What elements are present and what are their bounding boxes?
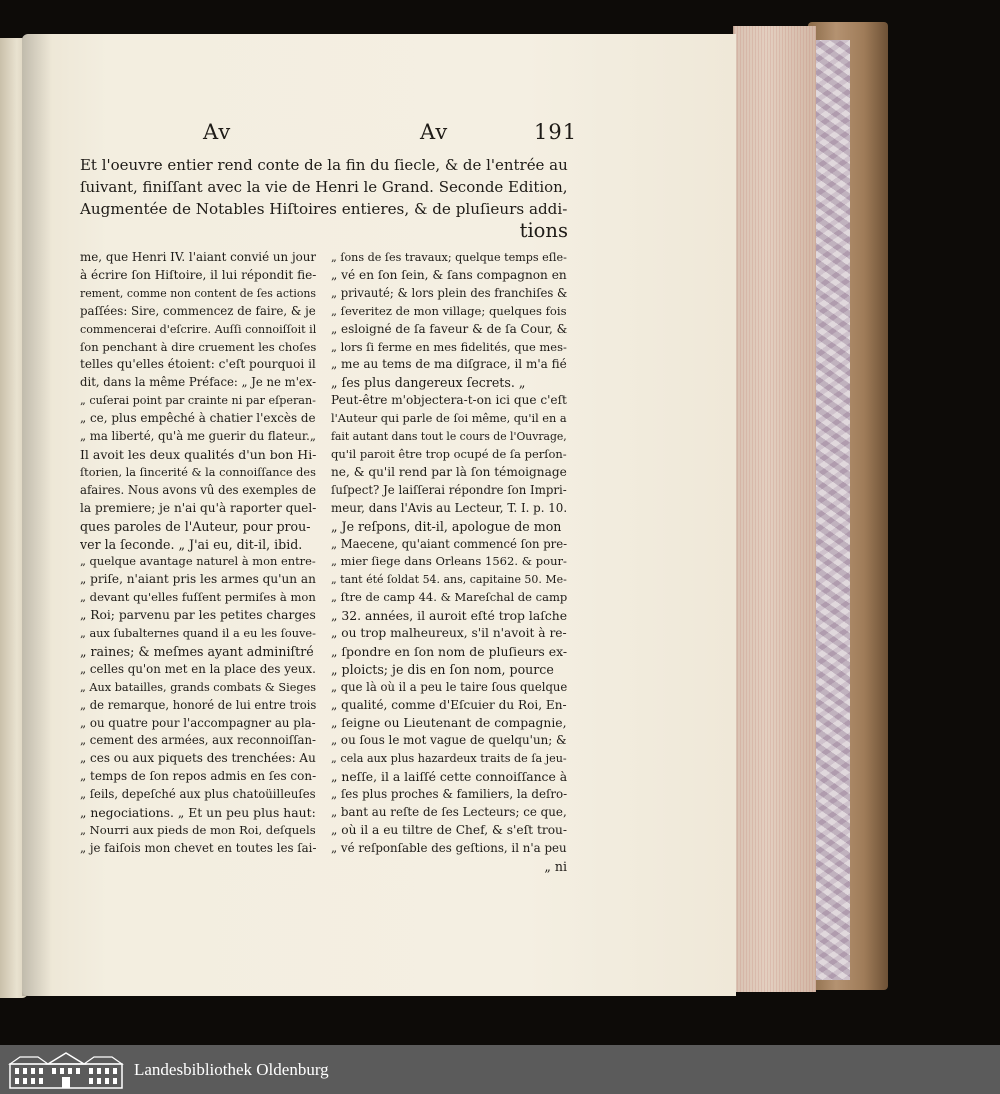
entry-title (80, 154, 568, 242)
text-line: „ ſeils, depeſché aux plus chatoüilleuſes (80, 787, 316, 802)
text-line: „ quelque avantage naturel à mon entre- (80, 554, 316, 569)
text-line: „ celles qu'on met en la place des yeux. (80, 661, 316, 676)
text-line: „ aux ſubalternes quand il a eu les ſouve- (80, 626, 316, 641)
text-line: „ ma liberté, qu'à me guerir du flateur.„ (80, 429, 316, 444)
text-line: paſſées: Sire, commencez de faire, & je (80, 303, 316, 318)
running-head-center: Av (420, 120, 449, 144)
text-line: „ devant qu'elles fuſſent permiſes à mon (80, 590, 316, 605)
text-line: rement, comme non content de ſes actions (80, 286, 316, 300)
text-line: „ 32. années, il auroit eſté trop laſche (331, 608, 567, 624)
text-line: „ tant été ſoldat 54. ans, capitaine 50. Me- (331, 573, 567, 587)
text-line: „ cela aux plus hazardeux traits de ſa jeu- (331, 752, 567, 766)
text-line: „ negociations. „ Et un peu plus haut: (80, 805, 316, 821)
text-line: „ privauté; & lors plein des franchiſes & (331, 285, 567, 300)
text-line: „ ſpondre en ſon nom de pluſieurs ex- (331, 643, 567, 659)
text-line: telles qu'elles étoient: c'eſt pourquoi il (80, 357, 316, 372)
institution-name: Landesbibliothek Oldenburg (134, 1059, 329, 1079)
catchword: „ ni (544, 858, 567, 874)
text-line: ſtorien, la ſincerité & la connoiſſance des (80, 465, 316, 479)
text-line: „ qualité, comme d'Eſcuier du Roi, En- (331, 697, 567, 712)
text-line: „ je faiſois mon chevet en toutes les ſai- (80, 840, 316, 855)
text-line: Peut-être m'objectera-t-on ici que c'eſt (331, 393, 567, 408)
text-line: „ neſſe, il a laiſſé cette connoiſſance à (331, 769, 567, 785)
text-line: „ ou quatre pour l'accompagner au pla- (80, 715, 316, 730)
text-line: „ esloigné de ſa faveur & de ſa Cour, & (331, 321, 567, 336)
page-number: 191 (534, 120, 578, 144)
page-fore-edge (733, 26, 816, 992)
text-line: „ lors ſi ferme en mes fidelités, que mes- (331, 339, 567, 354)
text-line: „ ou ſous le mot vague de quelqu'un; & (331, 733, 567, 748)
text-line: qu'il paroit être trop ocupé de ſa perſon- (331, 446, 567, 461)
text-line: „ mier ſiege dans Orleans 1562. & pour- (331, 554, 567, 569)
text-line: „ bant au reſte de ſes Lecteurs; ce que, (331, 805, 567, 820)
text-line: commencerai d'eſcrire. Auſſi connoiſſoit il (80, 322, 316, 336)
text-line: ques paroles de l'Auteur, pour prou- (80, 518, 311, 534)
text-line: à écrire ſon Hiſtoire, il lui répondit fie- (80, 267, 316, 282)
text-line: ſuſpect? Je laiſſerai répondre ſon Impri- (331, 482, 567, 497)
text-line: „ raines; & meſmes ayant adminiſtré (80, 643, 314, 659)
text-line: „ que là où il a peu le taire ſous quelque (331, 679, 567, 694)
text-line: „ ce, plus empêché à chatier l'excès de (80, 411, 316, 426)
text-line: „ ces ou aux piquets des trenchées: Au (80, 751, 316, 766)
text-line: „ ſes plus proches & familiers, la deſro- (331, 787, 567, 802)
text-line: ver la ſeconde. „ J'ai eu, dit-il, ibid. (80, 536, 303, 552)
text-line: ne, & qu'il rend par là ſon témoignage (331, 464, 567, 479)
title-line: Et l'oeuvre entier rend conte de la fin du ſiecle, & de l'entrée au (80, 156, 568, 174)
text-line: ſon penchant à dire cruement les choſes (80, 339, 316, 354)
title-line: ſuivant, finiſſant avec la vie de Henri le Grand. Seconde Edition, (80, 178, 568, 196)
library-footer-bar (0, 1045, 1000, 1094)
text-line: l'Auteur qui parle de ſoi même, qu'il en a (331, 411, 567, 426)
text-line: Il avoit les deux qualités d'un bon Hi- (80, 446, 316, 462)
text-line: „ priſe, n'aiant pris les armes qu'un an (80, 572, 316, 587)
text-line: dit, dans la même Préface: „ Je ne m'ex- (80, 375, 316, 390)
right-text-column (331, 249, 567, 876)
text-line: „ ploicts; je dis en ſon nom, pource (331, 661, 554, 677)
text-line: „ ou trop malheureux, s'il n'avoit à re- (331, 626, 567, 641)
marbled-endpaper (812, 40, 850, 980)
text-line: la premiere; je n'ai qu'à raporter quel- (80, 500, 316, 515)
text-line: „ où il a eu tiltre de Chef, & s'eſt trou- (331, 823, 567, 837)
running-head-left: Av (203, 120, 232, 144)
text-line: „ cuſerai point par crainte ni par eſperan- (80, 394, 316, 408)
gutter-shadow (22, 34, 52, 996)
library-building-logo (8, 1050, 124, 1090)
title-line: tions (519, 219, 568, 242)
text-line: „ cement des armées, aux reconnoiſſan- (80, 733, 316, 748)
text-line: fait autant dans tout le cours de l'Ouvrage, (331, 430, 567, 444)
text-line: „ Roi; parvenu par les petites charges (80, 608, 316, 623)
text-line: me, que Henri IV. l'aiant convié un jour (80, 250, 316, 264)
text-line: „ temps de ſon repos admis en ſes con- (80, 769, 316, 784)
text-line: „ Je reſpons, dit-il, apologue de mon (331, 518, 562, 534)
text-line: „ ſeigne ou Lieutenant de compagnie, (331, 715, 567, 730)
text-line: „ me au tems de ma diſgrace, il m'a fié (331, 357, 567, 372)
text-line: „ Aux batailles, grands combats & Sieges (80, 680, 316, 694)
text-line: „ ſtre de camp 44. & Mareſchal de camp (331, 590, 567, 605)
text-line: „ vé en ſon ſein, & ſans compagnon en (331, 267, 567, 282)
text-line: „ ſeveritez de mon village; quelques fois (331, 303, 567, 318)
text-line: meur, dans l'Avis au Lecteur, T. I. p. 10. (331, 500, 567, 515)
text-line: afaires. Nous avons vû des exemples de (80, 482, 316, 497)
title-line: Augmentée de Notables Hiſtoires entieres, & de pluſieurs addi- (80, 200, 568, 218)
text-line: „ ſons de ſes travaux; quelque temps eſle- (331, 251, 567, 264)
text-line: „ ſes plus dangereux ſecrets. „ (331, 375, 526, 391)
text-line: „ vé reſponſable des geſtions, il n'a peu (331, 840, 567, 855)
text-line: „ de remarque, honoré de lui entre trois (80, 697, 316, 712)
text-line: „ Nourri aux pieds de mon Roi, deſquels (80, 823, 316, 837)
left-text-column (80, 249, 316, 858)
text-line: „ Maecene, qu'aiant commencé ſon pre- (331, 536, 567, 551)
